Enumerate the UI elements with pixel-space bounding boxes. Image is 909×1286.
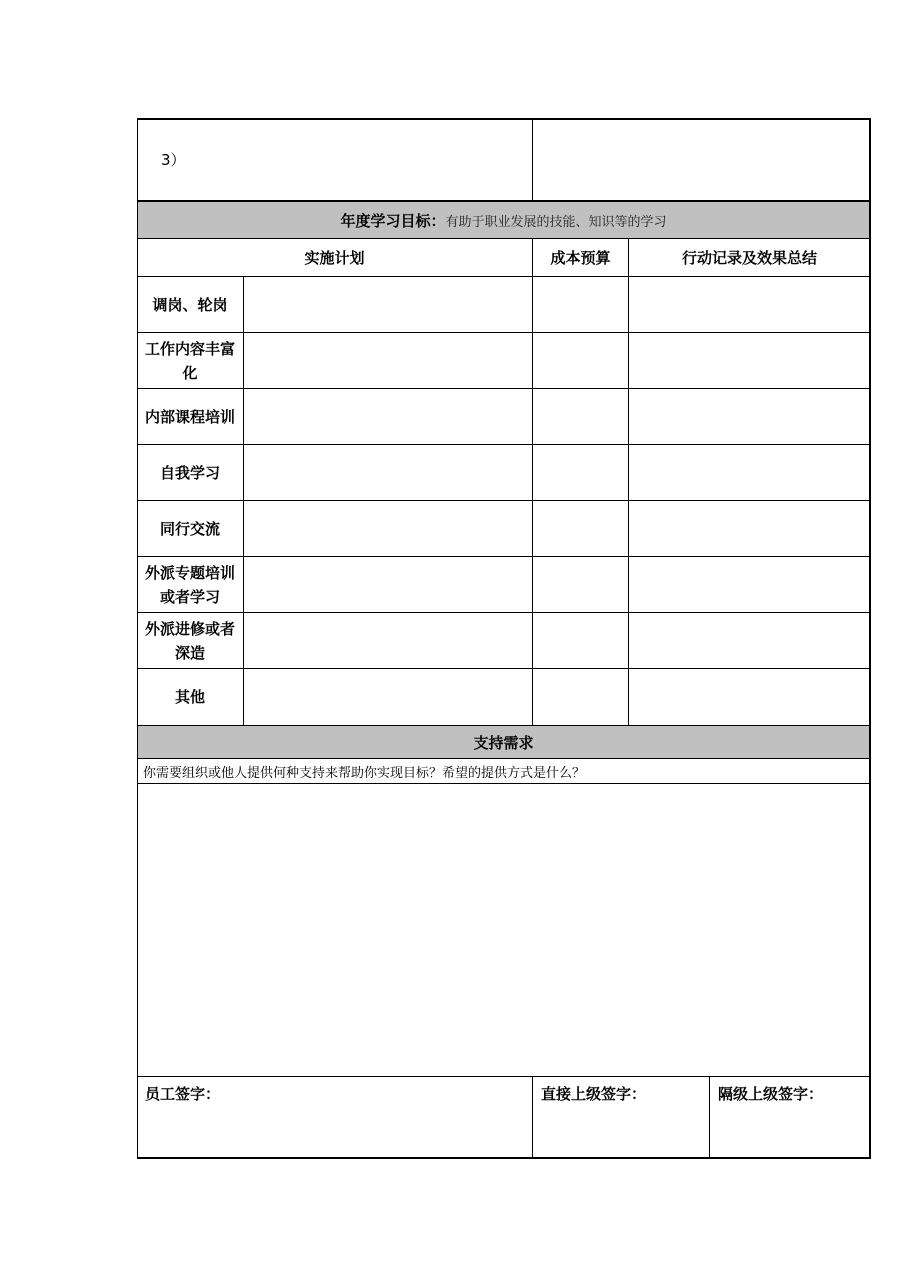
plan-row-plan-cell[interactable] bbox=[244, 501, 533, 557]
item-3-cell bbox=[137, 118, 533, 202]
plan-row-budget-cell[interactable] bbox=[533, 669, 629, 726]
learning-goal-title: 年度学习目标： bbox=[340, 211, 446, 230]
plan-row-record-cell[interactable] bbox=[629, 613, 871, 669]
plan-row-label-text: 调岗、轮岗 bbox=[152, 295, 228, 314]
plan-row-label bbox=[137, 333, 244, 389]
plan-row-label-text: 工作内容丰富化 bbox=[144, 339, 235, 382]
plan-row-record-cell[interactable] bbox=[629, 389, 871, 445]
plan-row-label-text: 自我学习 bbox=[159, 463, 220, 482]
budget-header-label: 成本预算 bbox=[550, 249, 611, 267]
support-header bbox=[137, 726, 871, 759]
support-answer-area[interactable] bbox=[137, 784, 871, 1077]
record-header bbox=[629, 239, 871, 277]
plan-row-label-text: 同行交流 bbox=[159, 519, 220, 538]
plan-row-label-text: 外派进修或者深造 bbox=[144, 619, 235, 662]
support-title: 支持需求 bbox=[473, 733, 534, 752]
skip-manager-signature-label: 隔级上级签字： bbox=[718, 1085, 824, 1103]
learning-goal-header bbox=[137, 202, 871, 239]
plan-row-label bbox=[137, 557, 244, 613]
plan-row-plan-cell[interactable] bbox=[244, 557, 533, 613]
skip-manager-signature-cell[interactable] bbox=[710, 1077, 871, 1159]
plan-row-record-cell[interactable] bbox=[629, 277, 871, 333]
plan-row-record-cell[interactable] bbox=[629, 501, 871, 557]
plan-row-budget-cell[interactable] bbox=[533, 277, 629, 333]
direct-manager-signature-label: 直接上级签字： bbox=[541, 1085, 647, 1103]
plan-row-record-cell[interactable] bbox=[629, 445, 871, 501]
plan-row-budget-cell[interactable] bbox=[533, 445, 629, 501]
plan-row-plan-cell[interactable] bbox=[244, 445, 533, 501]
employee-signature-cell[interactable] bbox=[137, 1077, 533, 1159]
plan-row-plan-cell[interactable] bbox=[244, 277, 533, 333]
record-header-label: 行动记录及效果总结 bbox=[681, 249, 817, 267]
plan-row-plan-cell[interactable] bbox=[244, 613, 533, 669]
plan-row-label bbox=[137, 501, 244, 557]
plan-row-budget-cell[interactable] bbox=[533, 333, 629, 389]
plan-row-budget-cell[interactable] bbox=[533, 389, 629, 445]
plan-row-label-text: 内部课程培训 bbox=[144, 407, 235, 426]
plan-row-label bbox=[137, 613, 244, 669]
learning-goal-subtitle: 有助于职业发展的技能、知识等的学习 bbox=[445, 214, 667, 230]
plan-row-record-cell[interactable] bbox=[629, 333, 871, 389]
plan-row-label bbox=[137, 277, 244, 333]
support-question-cell bbox=[137, 759, 871, 784]
plan-row-plan-cell[interactable] bbox=[244, 669, 533, 726]
plan-row-label bbox=[137, 389, 244, 445]
plan-row-budget-cell[interactable] bbox=[533, 613, 629, 669]
plan-header bbox=[137, 239, 533, 277]
plan-row-label-text: 其他 bbox=[174, 688, 205, 706]
plan-row-record-cell[interactable] bbox=[629, 669, 871, 726]
plan-row-label-text: 外派专题培训或者学习 bbox=[144, 563, 235, 606]
plan-row-label bbox=[137, 669, 244, 726]
item-3-label: 3） bbox=[161, 150, 186, 169]
budget-header bbox=[533, 239, 629, 277]
support-question: 你需要组织或他人提供何种支持来帮助你实现目标？希望的提供方式是什么？ bbox=[143, 765, 586, 781]
plan-row-plan-cell[interactable] bbox=[244, 333, 533, 389]
plan-row-plan-cell[interactable] bbox=[244, 389, 533, 445]
item-3-notes-cell[interactable] bbox=[533, 118, 871, 202]
plan-header-label: 实施计划 bbox=[304, 249, 365, 267]
employee-signature-label: 员工签字： bbox=[145, 1085, 221, 1103]
direct-manager-signature-cell[interactable] bbox=[533, 1077, 710, 1159]
plan-row-budget-cell[interactable] bbox=[533, 557, 629, 613]
plan-row-record-cell[interactable] bbox=[629, 557, 871, 613]
development-plan-form bbox=[137, 118, 871, 1159]
plan-row-budget-cell[interactable] bbox=[533, 501, 629, 557]
plan-row-label bbox=[137, 445, 244, 501]
